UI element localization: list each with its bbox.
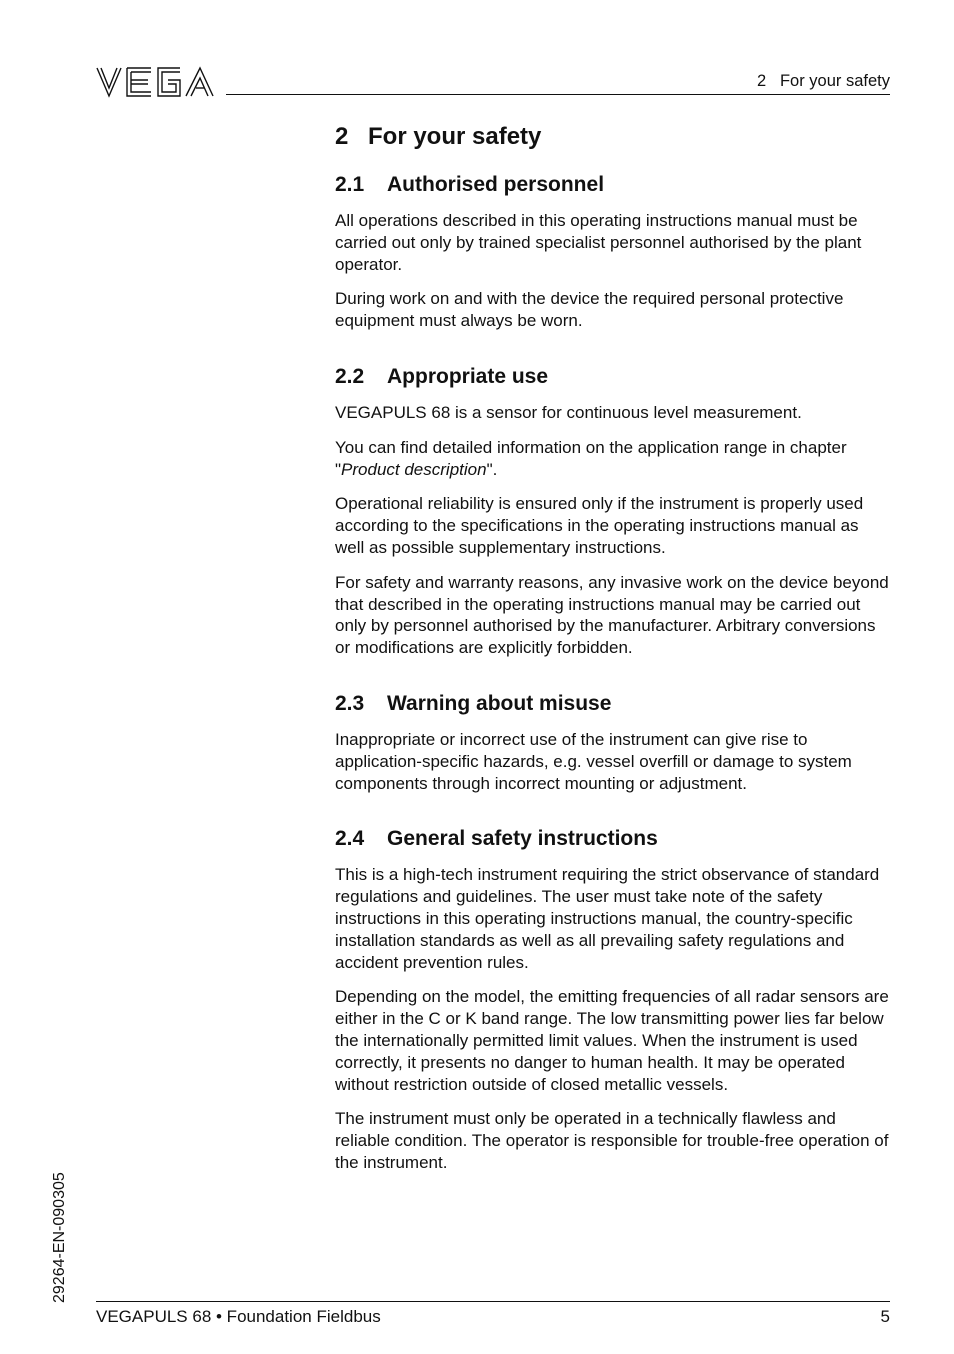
footer-rule (96, 1301, 890, 1302)
paragraph: The instrument must only be operated in a technically flawless and reliable condition. The operator is responsible for trouble-free operation of the instrument. (335, 1109, 889, 1172)
paragraph: All operations described in this operating instructions manual must be carried out only by trained specialist personnel authorised by the plant operator. (335, 211, 862, 274)
running-header: 2 For your safety (757, 72, 890, 90)
section-title: Appropriate use (387, 364, 549, 388)
paragraph: Operational reliability is ensured only if the instrument is properly used according to the specifications in the operating instructions manual as well as possible supplementary instructions. (335, 494, 864, 557)
paragraph: For safety and warranty reasons, any invasive work on the device beyond that described in the operating instructions manual may be carried out only by personnel authorised by the manufacturer. Arbitrary conversions or modifications are explicitly forbidden. (335, 572, 889, 658)
section-heading (335, 172, 891, 198)
paragraph-text: You can find detailed information on the application range in chapter " (335, 437, 847, 479)
section-heading (335, 826, 891, 852)
paragraph: VEGAPULS 68 is a sensor for continuous level measurement. (335, 402, 802, 422)
paragraph: Inappropriate or incorrect use of the instrument can give rise to application-specific hazards, e.g. vessel overfill or damage to system components through incorrect mounting or adjustment. (335, 729, 852, 793)
page-content (335, 122, 891, 1206)
section-general-safety (335, 826, 891, 1173)
paragraph (335, 437, 891, 481)
section-title: General safety instructions (387, 827, 658, 851)
chapter-number: 2 (335, 123, 349, 150)
section-number: 2.4 (335, 827, 365, 851)
footer-product: VEGAPULS 68 • Foundation Fieldbus (96, 1307, 381, 1326)
section-warning-misuse (335, 691, 891, 794)
chapter-title-text: For your safety (368, 123, 542, 150)
paragraph: This is a high-tech instrument requiring the strict observance of standard regulations and guidelines. The user must take note of the safety instructions in this operating instructions manual, the country-specific installation standards as well as all prevailing safety regulations and accident prevention rules. (335, 865, 880, 972)
section-heading (335, 364, 891, 390)
section-title: Authorised personnel (387, 173, 605, 196)
vega-logo (96, 66, 214, 98)
paragraph: Depending on the model, the emitting frequencies of all radar sensors are either in the C or K band range. The low transmitting power lies far below the internationally permitted limit values. When the instrument is used correctly, it presents no danger to human health. It may be operated without restriction outside of closed metallic vessels. (335, 987, 889, 1094)
section-number: 2.1 (335, 173, 365, 196)
document-id: 29264-EN-090305 (51, 1172, 68, 1303)
section-number: 2.2 (335, 364, 365, 388)
section-number: 2.3 (335, 691, 365, 715)
chapter-reference: Product description (341, 459, 487, 479)
paragraph: During work on and with the device the required personal protective equipment must always be worn. (335, 289, 844, 331)
chapter-title (335, 122, 891, 152)
section-title: Warning about misuse (387, 691, 612, 715)
paragraph-text: ". (486, 459, 498, 479)
section-heading (335, 691, 891, 717)
section-appropriate-use (335, 364, 891, 659)
section-authorised-personnel (335, 172, 891, 332)
header-rule (226, 94, 890, 95)
page-number: 5 (880, 1307, 890, 1326)
